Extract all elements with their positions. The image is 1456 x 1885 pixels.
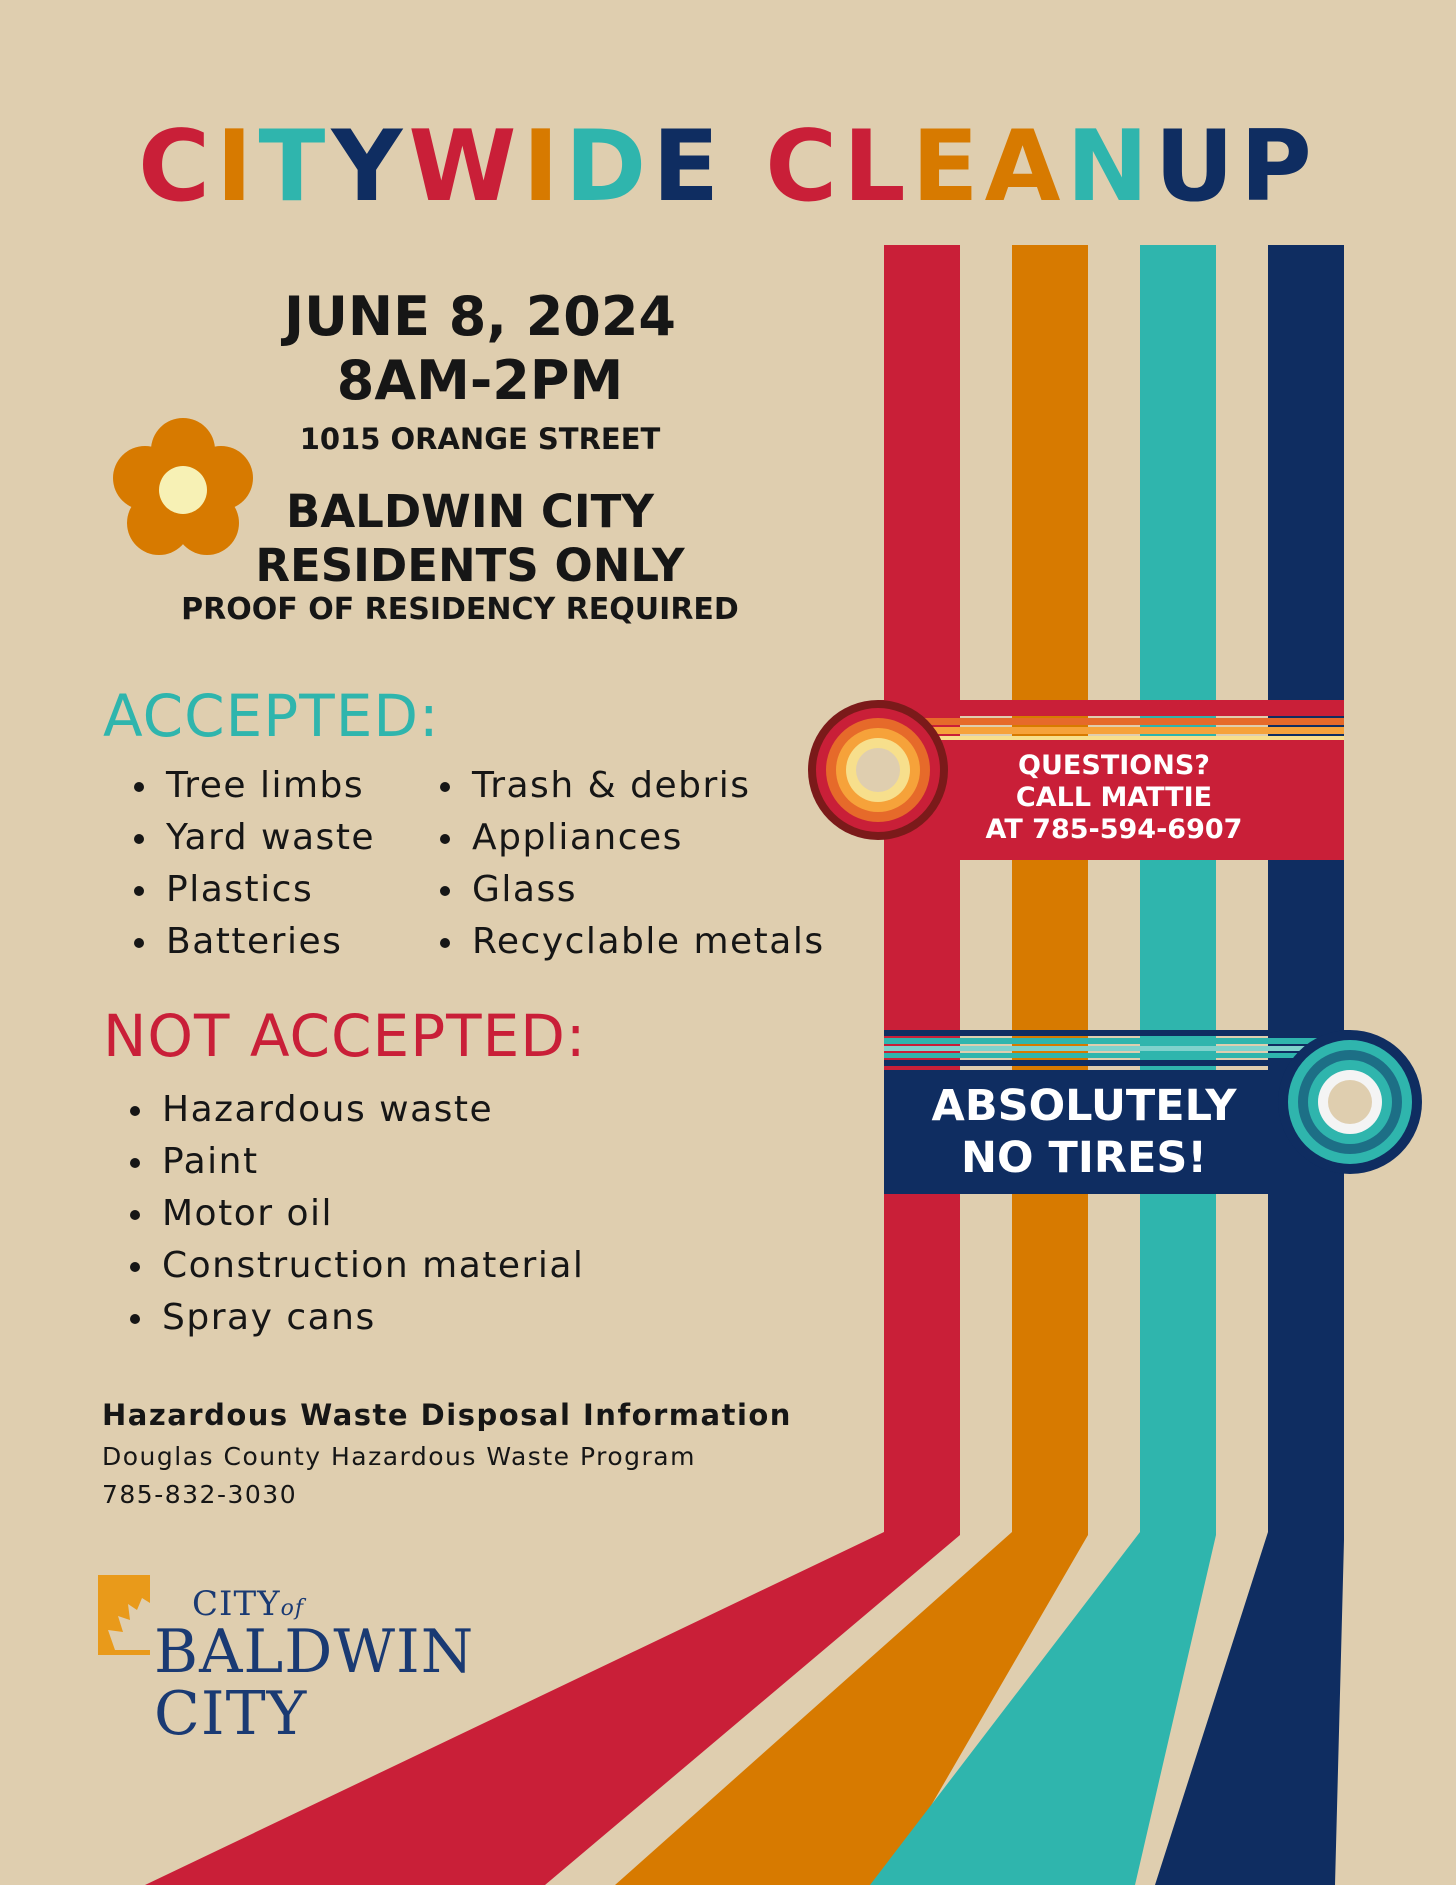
residents-line-2: RESIDENTS ONLY <box>255 539 685 592</box>
event-address: 1015 ORANGE STREET <box>299 422 661 456</box>
no-tires-banner <box>884 1080 1284 1184</box>
title-letter: D <box>564 110 653 224</box>
tires-line-2: NO TIRES! <box>961 1133 1207 1183</box>
maple-leaf-logo-icon <box>98 1575 150 1655</box>
list-item: Glass <box>436 864 825 916</box>
residents-line-1: BALDWIN CITY <box>286 485 654 538</box>
title-letter: E <box>911 110 985 224</box>
title-letter: I <box>522 110 565 224</box>
title-letter <box>725 118 765 216</box>
title-letter: L <box>843 110 912 224</box>
list-item: Appliances <box>436 812 825 864</box>
questions-line-2: CALL MATTIE <box>1015 782 1213 813</box>
questions-banner <box>884 750 1344 846</box>
title-letter: W <box>408 110 523 224</box>
list-item: Construction material <box>126 1240 584 1292</box>
event-time: 8AM-2PM <box>336 349 624 412</box>
list-item: Motor oil <box>126 1188 584 1240</box>
title-letter: T <box>258 110 332 224</box>
accepted-list-col1 <box>130 760 375 968</box>
not-accepted-list <box>126 1084 584 1344</box>
event-date-time <box>140 285 820 413</box>
list-item: Spray cans <box>126 1292 584 1344</box>
title-letter: E <box>652 110 726 224</box>
logo-city-text: CITY <box>192 1584 281 1624</box>
title-letter: Y <box>331 110 409 224</box>
title-letter: N <box>1066 110 1155 224</box>
page-title <box>0 110 1456 224</box>
title-letter: A <box>984 110 1067 224</box>
accepted-list-col2 <box>436 760 825 968</box>
hazardous-info-title: Hazardous Waste Disposal Information <box>102 1398 792 1432</box>
residents-notice <box>160 485 780 593</box>
title-letter: C <box>765 110 844 224</box>
list-item: Trash & debris <box>436 760 825 812</box>
proof-of-residency: PROOF OF RESIDENCY REQUIRED <box>181 592 739 627</box>
list-item: Yard waste <box>130 812 375 864</box>
logo-city: CITY <box>154 1679 308 1749</box>
questions-line-3: AT 785-594-6907 <box>985 814 1243 845</box>
title-letter: I <box>216 110 259 224</box>
not-accepted-heading: NOT ACCEPTED: <box>103 1002 587 1070</box>
logo-of-text: of <box>280 1596 304 1621</box>
list-item: Hazardous waste <box>126 1084 584 1136</box>
accepted-heading: ACCEPTED: <box>103 682 440 750</box>
list-item: Paint <box>126 1136 584 1188</box>
tires-line-1: ABSOLUTELY <box>931 1081 1237 1131</box>
hazardous-phone: 785-832-3030 <box>102 1480 298 1509</box>
list-item: Batteries <box>130 916 375 968</box>
list-item: Tree limbs <box>130 760 375 812</box>
list-item: Plastics <box>130 864 375 916</box>
event-date: JUNE 8, 2024 <box>283 285 676 348</box>
hazardous-program: Douglas County Hazardous Waste Program <box>102 1442 696 1471</box>
title-letter: P <box>1240 110 1318 224</box>
title-letter: U <box>1154 110 1241 224</box>
title-letter: C <box>138 110 217 224</box>
logo-baldwin: BALDWIN <box>154 1617 475 1687</box>
list-item: Recyclable metals <box>436 916 825 968</box>
questions-line-1: QUESTIONS? <box>1018 750 1210 781</box>
